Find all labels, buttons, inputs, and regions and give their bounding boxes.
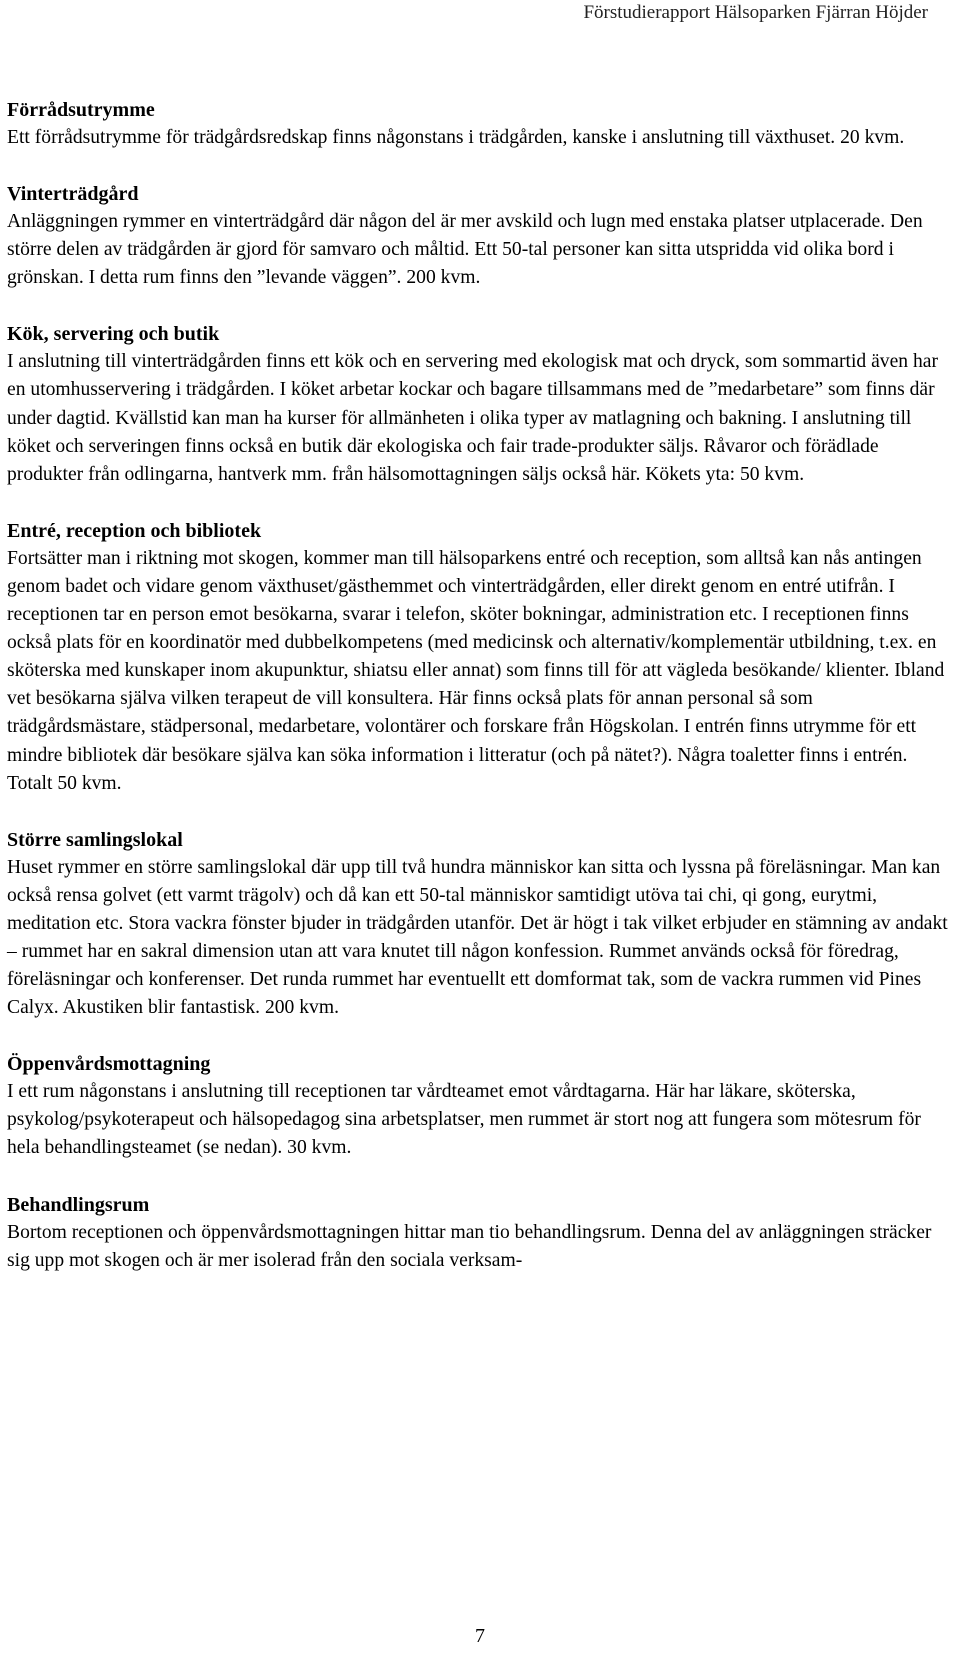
section-body: Anläggningen rymmer en vinterträdgård där någon del är mer avskild och lugn med enstaka platser utplacerade. Den större delen av trädgården är gjord för samvaro och måltid. Ett 50-tal personer kan sitta utspridda vid olika bord i grönskan. I detta rum finns den ”levande väggen”. 200 kvm. [7,211,923,289]
section-heading: Behandlingsrum [7,1193,150,1216]
section-body: I anslutning till vinterträdgården finns ett kök och en servering med ekologisk mat och dryck, som sommartid även har en utomhusservering i trädgården. I köket arbetar kockar och bagare tillsammans med de ”medarbetare” som finns där under dagtid. Kvällstid kan man ha kurser för allmänheten i olika typer av matlagning och bakning. I anslutning till köket och serveringen finns också en butik där ekologiska och fair trade-produkter säljs. Råvaror och förädlade produkter från odlingarna, hantverk mm. från hälsomottagningen säljs också här. Kökets yta: 50 kvm. [7,351,939,485]
page-number: 7 [475,1625,485,1647]
section-vintertradgard [7,180,951,292]
section-behandlingsrum [7,1191,951,1275]
section-heading: Vinterträdgård [7,183,139,206]
section-body: Bortom receptionen och öppenvårdsmottagningen hittar man tio behandlingsrum. Denna del av anläggningen sträcker sig upp mot skogen och är mer isolerad från den sociala verksam- [7,1221,932,1271]
section-oppenvardsmottagning [7,1050,951,1162]
section-heading: Kök, servering och butik [7,323,220,346]
section-body: I ett rum någonstans i anslutning till receptionen tar vårdteamet emot vårdtagarna. Här har läkare, sköterska, psykolog/psykoterapeut och hälsopedagog sina arbetsplatser, men rummet är stort nog att fungera som mötesrum för hela behandlingsteamet (se nedan). 30 kvm. [7,1081,921,1159]
document-body [7,96,951,1303]
section-heading: Entré, reception och bibliotek [7,519,262,542]
running-header: Förstudierapport Hälsoparken Fjärran Höjder [583,2,928,23]
section-storre-samlingslokal [7,826,951,1023]
section-forradsutrymme [7,96,951,152]
section-body: Ett förrådsutrymme för trädgårdsredskap finns någonstans i trädgården, kanske i anslutning till växthuset. 20 kvm. [7,127,905,148]
section-heading: Förrådsutrymme [7,99,155,121]
section-heading: Större samlingslokal [7,828,183,851]
section-entre-reception-bibliotek [7,517,951,798]
section-body: Fortsätter man i riktning mot skogen, kommer man till hälsoparkens entré och reception, som alltså kan nås antingen genom badet och vidare genom växthuset/gästhemmet och vinterträdgården, eller direkt genom en entré utifrån. I receptionen tar en person emot besökarna, svarar i telefon, sköter bokningar, administration etc. I receptionen finns också plats för en koordinatör med dubbelkompetens (med medicinsk och alternativ/komplementär utbildning, t.ex. en sköterska med kunskaper inom akupunktur, shiatsu eller annat) som finns till för att vägleda besökande/ klienter. Ibland vet besökarna själva vilken terapeut de vill konsultera. Här finns också plats för annan personal så som trädgårdsmästare, städpersonal, medarbetare, volontärer och forskare från Högskolan. I entrén finns utrymme för ett mindre bibliotek där besökare själva kan söka information i litteratur (och på nätet?). Några toaletter finns i entrén. Totalt 50 kvm. [7,547,945,794]
section-heading: Öppenvårdsmottagning [7,1053,211,1076]
section-body: Huset rymmer en större samlingslokal där upp till två hundra människor kan sitta och lyssna på föreläsningar. Man kan också rensa golvet (ett varmt trägolv) och då kan ett 50-tal människor samtidigt utöva tai chi, qi gong, eurytmi, meditation etc. Stora vackra fönster bjuder in trädgården utanför. Det är högt i tak vilket erbjuder en stämning av andakt – rummet har en sakral dimension utan att vara knutet till någon konfession. Rummet används också för föredrag, föreläsningar och konferenser. Det runda rummet har eventuellt ett domformat tak, som de vackra rummen vid Pines Calyx. Akustiken blir fantastisk. 200 kvm. [7,856,948,1019]
section-kok-servering-butik [7,320,951,488]
